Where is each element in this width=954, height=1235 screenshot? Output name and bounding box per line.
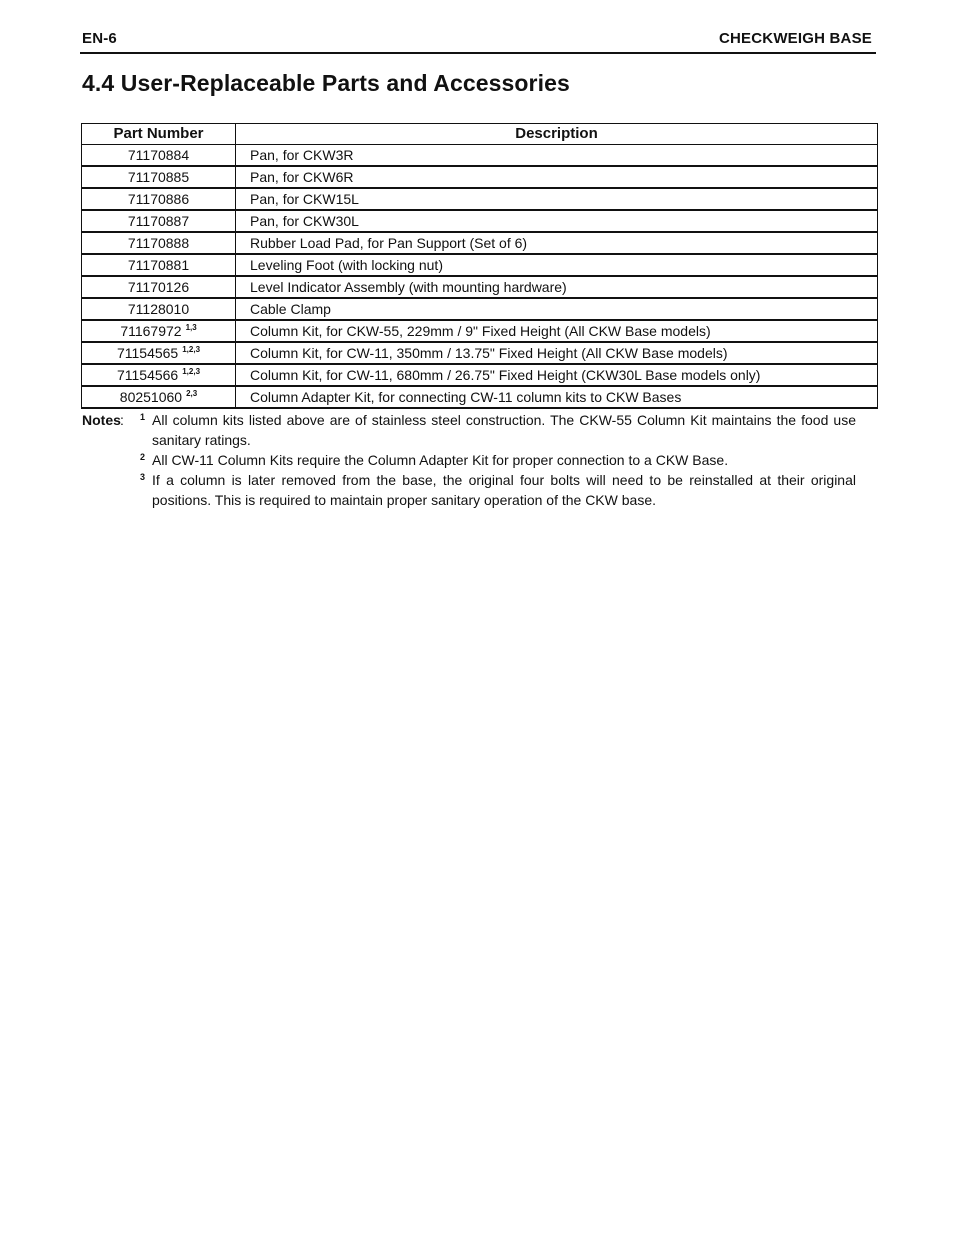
- column-header-description: Description: [236, 124, 878, 145]
- table-row: [82, 145, 878, 167]
- part-number: 71154566: [116, 367, 179, 383]
- part-number: 71170888: [127, 235, 190, 251]
- section-title: 4.4 User-Replaceable Parts and Accessories: [82, 70, 570, 96]
- part-number-cell: [82, 342, 236, 364]
- part-number: 71170884: [127, 147, 190, 163]
- part-number-cell: [82, 145, 236, 167]
- note-text: All CW-11 Column Kits require the Column Adapter Kit for proper connection to a CKW Base.: [152, 452, 729, 468]
- description-cell: Rubber Load Pad, for Pan Support (Set of 6): [236, 232, 878, 254]
- table-row: [82, 276, 878, 298]
- footnote-ref: 1,2,3: [182, 367, 201, 376]
- footnote-ref: 2,3: [186, 389, 198, 398]
- description-cell: Pan, for CKW15L: [236, 188, 878, 210]
- table-header-row: [82, 124, 878, 145]
- table-row: [82, 166, 878, 188]
- description-cell: Cable Clamp: [236, 298, 878, 320]
- table-row: [82, 342, 878, 364]
- part-number-cell: [82, 254, 236, 276]
- part-number-cell: [82, 386, 236, 408]
- table-row: [82, 232, 878, 254]
- table-row: [82, 210, 878, 232]
- notes-section: [82, 410, 856, 510]
- note-number: 2: [140, 452, 146, 462]
- part-number-cell: [82, 166, 236, 188]
- part-number: 80251060: [119, 389, 183, 405]
- note-item: [82, 470, 856, 510]
- part-number-cell: [82, 298, 236, 320]
- part-number-cell: [82, 232, 236, 254]
- description-cell: Column Kit, for CKW-55, 229mm / 9" Fixed Height (All CKW Base models): [236, 320, 878, 342]
- part-number-cell: [82, 276, 236, 298]
- notes-colon: :: [120, 412, 124, 428]
- note-number: 1: [140, 412, 146, 422]
- page-number: EN-6: [82, 30, 117, 47]
- parts-table: [81, 123, 878, 409]
- note-text: All column kits listed above are of stainless steel construction. The CKW-55 Column Kit maintains the food use sanitary ratings.: [152, 412, 856, 448]
- footnote-ref: 1,3: [185, 323, 197, 332]
- note-item: [82, 450, 856, 470]
- part-number: 71170126: [127, 279, 190, 295]
- manual-title: CHECKWEIGH BASE: [718, 30, 872, 47]
- part-number: 71170887: [127, 213, 190, 229]
- part-number-cell: [82, 320, 236, 342]
- description-cell: Pan, for CKW6R: [236, 166, 878, 188]
- column-header-part-number: Part Number: [82, 124, 236, 145]
- table-row: [82, 298, 878, 320]
- note-text: If a column is later removed from the base, the original four bolts will need to be reinstalled at their original positions. This is required to maintain proper sanitary operation of the CKW base.: [152, 472, 856, 508]
- description-cell: Column Adapter Kit, for connecting CW-11 column kits to CKW Bases: [236, 386, 878, 408]
- part-number-cell: [82, 210, 236, 232]
- part-number: 71170885: [127, 169, 190, 185]
- table-row: [82, 320, 878, 342]
- description-cell: Pan, for CKW30L: [236, 210, 878, 232]
- part-number: 71167972: [120, 323, 182, 339]
- part-number-cell: [82, 364, 236, 386]
- note-item: [82, 410, 856, 450]
- description-cell: Column Kit, for CW-11, 680mm / 26.75" Fixed Height (CKW30L Base models only): [236, 364, 878, 386]
- table-row: [82, 386, 878, 408]
- description-cell: Leveling Foot (with locking nut): [236, 254, 878, 276]
- part-number: 71170881: [127, 257, 190, 273]
- page-header: [80, 28, 876, 54]
- part-number: 71170886: [127, 191, 190, 207]
- part-number: 71128010: [127, 301, 190, 317]
- note-number: 3: [140, 472, 146, 482]
- footnote-ref: 1,2,3: [182, 345, 201, 354]
- table-row: [82, 364, 878, 386]
- notes-label: Notes: [82, 412, 121, 428]
- description-cell: Pan, for CKW3R: [236, 145, 878, 167]
- part-number-cell: [82, 188, 236, 210]
- part-number: 71154565: [116, 345, 179, 361]
- description-cell: Column Kit, for CW-11, 350mm / 13.75" Fixed Height (All CKW Base models): [236, 342, 878, 364]
- description-cell: Level Indicator Assembly (with mounting hardware): [236, 276, 878, 298]
- table-row: [82, 188, 878, 210]
- table-row: [82, 254, 878, 276]
